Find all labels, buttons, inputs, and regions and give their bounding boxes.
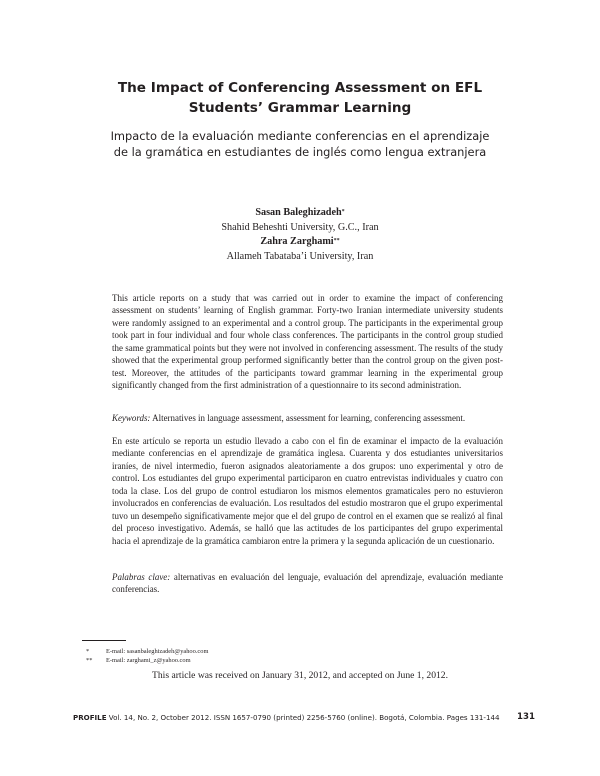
keywords-text: alternativas en evaluación del lenguaje, evaluación del aprendizaje, evaluación mediante conferencias. [112,572,503,595]
title-line: Students’ Grammar Learning [188,100,412,116]
title-line: The Impact of Conferencing Assessment on EFL [117,80,483,96]
footnote [86,656,191,665]
keywords-text: Alternatives in language assessment, assessment for learning, conferencing assessment. [150,413,466,423]
abstract-spanish: En este artículo se reporta un estudio llevado a cabo con el fin de examinar el impacto de la evaluación mediante conferencias en el aprendizaje de gramática inglesa. Cuarenta y dos estudiantes universitarios iraníes, de nivel intermedio, fueron asignados aleatoriamente a dos grupos: uno experimental y otro de control. Los estudiantes del grupo experimental participaron en cuatro entrevistas individuales y cuatro con toda la clase. Los del grupo de control estudiaron los mismos elementos gramaticales pero no estuvieron involucrados en conferencias de evaluación. Los resultados del estudio mostraron que el grupo experimental tuvo un desempeño significativamente mejor que el del grupo de control en el examen que se realizó al final del proceso investigativo. Además, se halló que las actitudes de los participantes del grupo experimental hacia el aprendizaje de la gramática cambiaron entre la primera y la segunda aplicación de un cuestionario. [112,436,503,546]
author-affiliation: Allameh Tabataba’i University, Iran [226,251,374,262]
keywords-english [112,412,503,424]
page-footer [73,713,500,723]
article-subtitle [60,128,540,160]
keywords-spanish [112,571,503,596]
author-affiliation: Shahid Beheshti University, G.C., Iran [221,222,379,233]
footnote-mark: ** [333,238,340,244]
footnote-email: E-mail: zarghami_z@yahoo.com [106,657,191,664]
footnote-divider [82,640,126,641]
abstract-english: This article reports on a study that was carried out in order to examine the impact of conferencing assessment on students’ learning of English grammar. Forty-two Iranian intermediate university students were randomly assigned to an experimental and a control group. The participants in the experimental group took part in four individual and four whole class conferences. The participants in the control group studied the same grammatical points but they were not involved in conferencing assessment. The results of the study showed that the experimental group performed significantly better than the control group on the given post-test. Moreover, the attitudes of the participants toward grammar learning in the experimental group significantly changed from the first administration of a questionnaire to its second administration. [112,293,503,391]
footnote [86,647,208,656]
keywords-label: Keywords: [112,413,151,423]
citation: Vol. 14, No. 2, October 2012. ISSN 1657-0790 (printed) 2256-5760 (online). Bogotá, Colombia. Pages 131-144 [106,713,500,722]
journal-name: PROFILE [73,713,107,722]
received-note: This article was received on January 31, 2012, and accepted on June 1, 2012. [152,670,448,681]
footnote-email: E-mail: sasanbaleghizadeh@yahoo.com [106,648,209,655]
author-name: Zahra Zarghami** [260,236,340,247]
keywords-label: Palabras clave: [112,572,171,582]
subtitle-line: Impacto de la evaluación mediante conferencias en el aprendizaje [110,129,490,143]
footnote-mark: * [341,209,345,215]
author-name: Sasan Baleghizadeh* [255,207,345,218]
subtitle-line: de la gramática en estudiantes de inglés como lengua extranjera [113,145,487,159]
footnote-mark: ** [86,657,93,664]
article-title [60,78,540,118]
page-number: 131 [517,712,535,722]
footnote-mark: * [86,648,90,655]
